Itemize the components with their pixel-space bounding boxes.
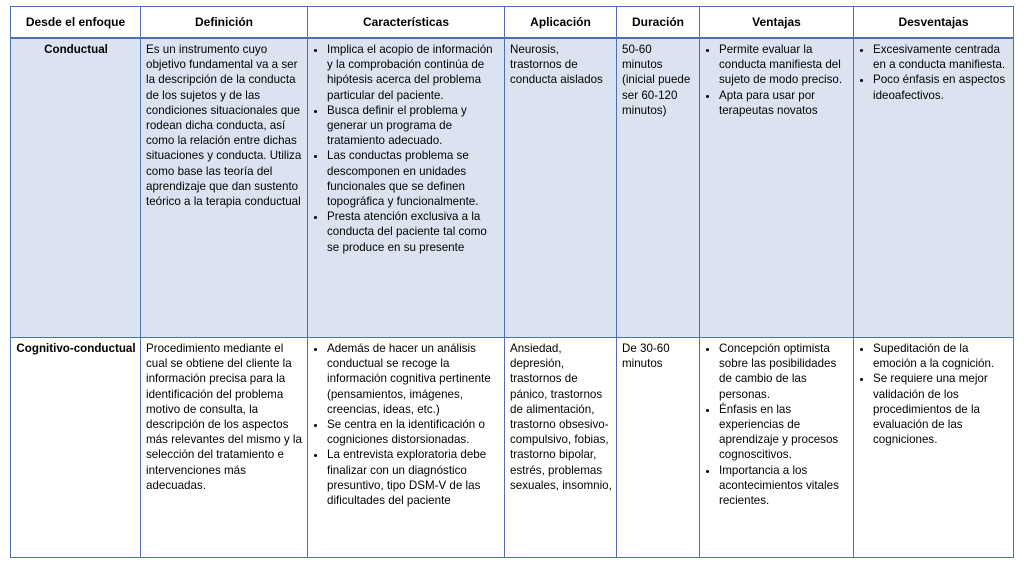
table-row	[11, 38, 1014, 338]
desventajas-list	[859, 341, 1009, 447]
list-item: • Supeditación de la emoción a la cognición.	[873, 341, 1009, 371]
duracion-cell: De 30-60 minutos	[617, 338, 700, 558]
header-desventajas: Desventajas	[854, 7, 1014, 39]
header-enfoque: Desde el enfoque	[11, 7, 141, 39]
comparison-table-container	[10, 6, 1013, 558]
list-item: • La entrevista exploratoria debe finalizar con un diagnóstico presuntivo, tipo DSM-V de las dificultades del paciente	[327, 447, 500, 508]
header-aplicacion: Aplicación	[505, 7, 617, 39]
header-row	[11, 7, 1014, 39]
duracion-cell: 50-60 minutos (inicial puede ser 60-120 minutos)	[617, 38, 700, 338]
list-item: • Implica el acopio de información y la comprobación continúa de hipótesis acerca del problema particular del paciente.	[327, 42, 500, 103]
definicion-cell: Procedimiento mediante el cual se obtiene del cliente la información precisa para la identificación del problema motivo de consulta, la descripción de los aspectos más relevantes del mismo y la selección del tratamiento e intervenciones más adecuadas.	[141, 338, 308, 558]
ventajas-list	[705, 42, 849, 118]
desventajas-cell	[854, 338, 1014, 558]
list-item: • Las conductas problema se descomponen en unidades funcionales que se definen topográfica y funcionalmente.	[327, 148, 500, 209]
list-item: • Además de hacer un análisis conductual se recoge la información cognitiva pertinente (pensamientos, imágenes, creencias, ideas, etc.)	[327, 341, 500, 417]
ventajas-cell	[700, 338, 854, 558]
table-row	[11, 338, 1014, 558]
definicion-cell: Es un instrumento cuyo objetivo fundamental va a ser la descripción de la conducta de los sujetos y de las condiciones situacionales que rodean dicha conducta, así como la relación entre dichas situaciones y conducta. Utiliza como base las teoría del aprendizaje que dan sustento teórico a la terapia conductual	[141, 38, 308, 338]
aplicacion-cell: Neurosis, trastornos de conducta aislados	[505, 38, 617, 338]
aplicacion-cell: Ansiedad, depresión, trastornos de pánico, trastornos de alimentación, trastorno obsesivo-compulsivo, fobias, trastorno bipolar, estrés, problemas sexuales, insomnio,	[505, 338, 617, 558]
caracteristicas-list	[313, 42, 500, 255]
caracteristicas-cell	[308, 338, 505, 558]
ventajas-cell	[700, 38, 854, 338]
list-item: • Busca definir el problema y generar un programa de tratamiento adecuado.	[327, 103, 500, 149]
list-item: • Concepción optimista sobre las posibilidades de cambio de las personas.	[719, 341, 849, 402]
list-item: • Se requiere una mejor validación de los procedimientos de la evaluación de las cogniciones.	[873, 371, 1009, 447]
list-item: • Excesivamente centrada en a conducta manifiesta.	[873, 42, 1009, 72]
list-item: • Apta para usar por terapeutas novatos	[719, 88, 849, 118]
list-item: • Énfasis en las experiencias de aprendizaje y procesos cognoscitivos.	[719, 402, 849, 463]
header-definicion: Definición	[141, 7, 308, 39]
ventajas-list	[705, 341, 849, 508]
comparison-table	[10, 6, 1014, 558]
enfoque-cell: Conductual	[11, 38, 141, 338]
list-item: • Se centra en la identificación o cogniciones distorsionadas.	[327, 417, 500, 447]
list-item: • Importancia a los acontecimientos vitales recientes.	[719, 463, 849, 509]
desventajas-list	[859, 42, 1009, 103]
list-item: • Permite evaluar la conducta manifiesta del sujeto de modo preciso.	[719, 42, 849, 88]
header-ventajas: Ventajas	[700, 7, 854, 39]
header-duracion: Duración	[617, 7, 700, 39]
caracteristicas-list	[313, 341, 500, 508]
enfoque-cell: Cognitivo-conductual	[11, 338, 141, 558]
desventajas-cell	[854, 38, 1014, 338]
header-caracteristicas: Características	[308, 7, 505, 39]
list-item: • Poco énfasis en aspectos ideoafectivos.	[873, 72, 1009, 102]
caracteristicas-cell	[308, 38, 505, 338]
list-item: • Presta atención exclusiva a la conducta del paciente tal como se produce en su presente	[327, 209, 500, 255]
